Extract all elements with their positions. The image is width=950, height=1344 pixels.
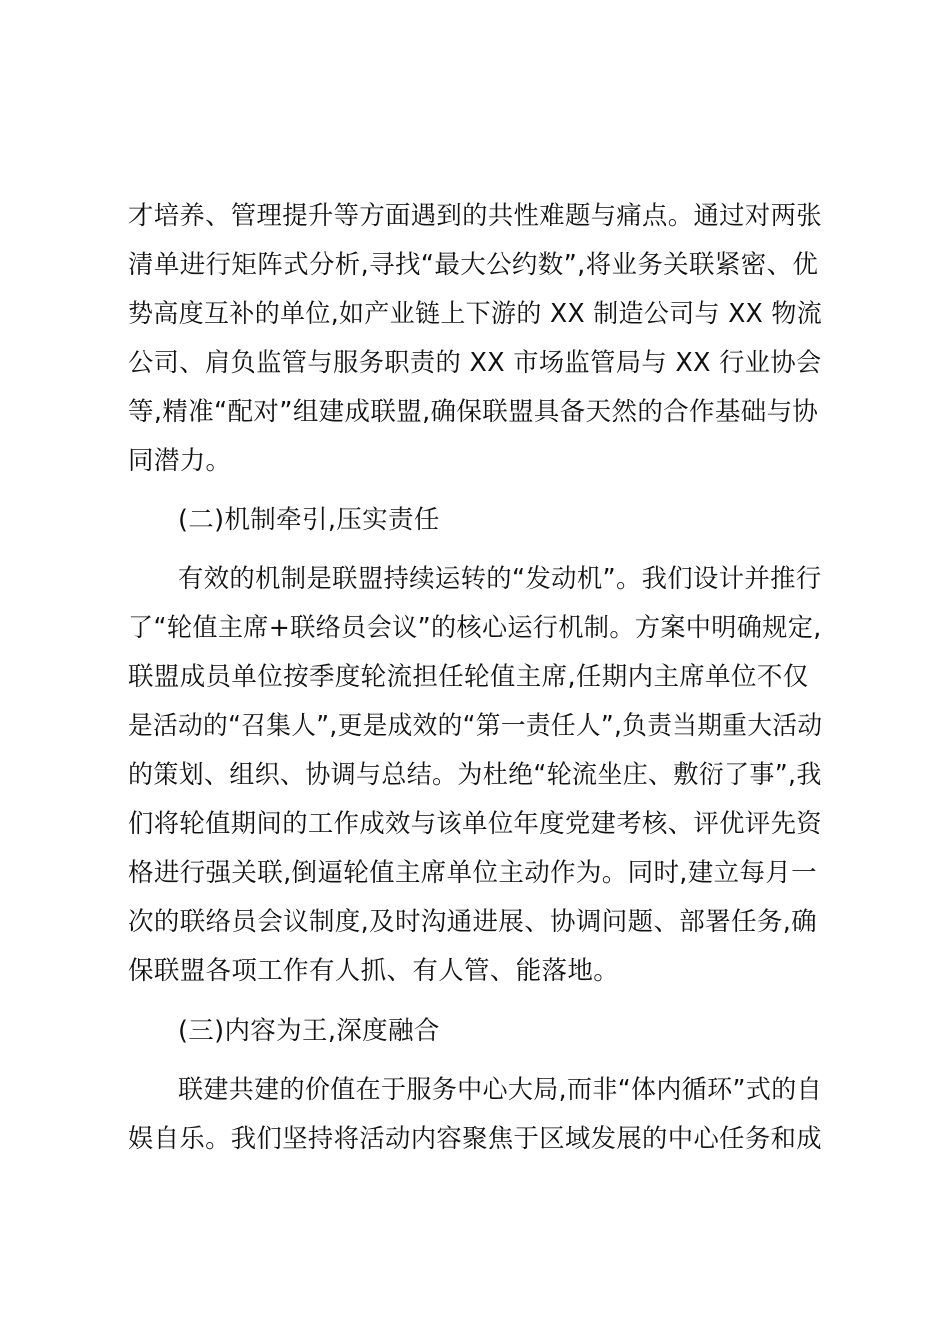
text-line: 们将轮值期间的工作成效与该单位年度党建考核、评优评先资 [128,809,822,839]
text-line: 次的联络员会议制度,及时沟通进展、协调问题、部署任务,确 [128,907,818,937]
text-line: 同潜力。 [128,446,232,476]
text-line: 清单进行矩阵式分析,寻找“最大公约数”,将业务关联紧密、优 [128,250,819,280]
text-line: 联建共建的价值在于服务中心大局,而非“体内循环”式的自 [178,1075,822,1105]
text-line: 等,精准“配对”组建成联盟,确保联盟具备天然的合作基础与协 [128,397,819,427]
text-line: 是活动的“召集人”,更是成效的“第一责任人”,负责当期重大活动 [128,711,823,741]
text-line: 格进行强关联,倒逼轮值主席单位主动作为。同时,建立每月一 [128,858,818,888]
text-line: 公司、肩负监管与服务职责的 XX 市场监管局与 XX 行业协会 [128,348,822,378]
text-line: 势高度互补的单位,如产业链上下游的 XX 制造公司与 XX 物流 [128,299,823,329]
text-line: 的策划、组织、协调与总结。为杜绝“轮流坐庄、敷衍了事”,我 [128,760,822,790]
section-heading: (三)内容为王,深度融合 [178,1016,440,1046]
text-line: 娱自乐。我们坚持将活动内容聚焦于区域发展的中心任务和成 [128,1124,822,1154]
text-line: 了“轮值主席+联络员会议”的核心运行机制。方案中明确规定, [128,613,822,643]
text-line: 才培养、管理提升等方面遇到的共性难题与痛点。通过对两张 [128,201,822,231]
text-line: 保联盟各项工作有人抓、有人管、能落地。 [128,956,620,986]
section-heading: (二)机制牵引,压实责任 [178,505,440,535]
text-line: 有效的机制是联盟持续运转的“发动机”。我们设计并推行 [178,564,822,594]
text-line: 联盟成员单位按季度轮流担任轮值主席,任期内主席单位不仅 [128,662,809,692]
